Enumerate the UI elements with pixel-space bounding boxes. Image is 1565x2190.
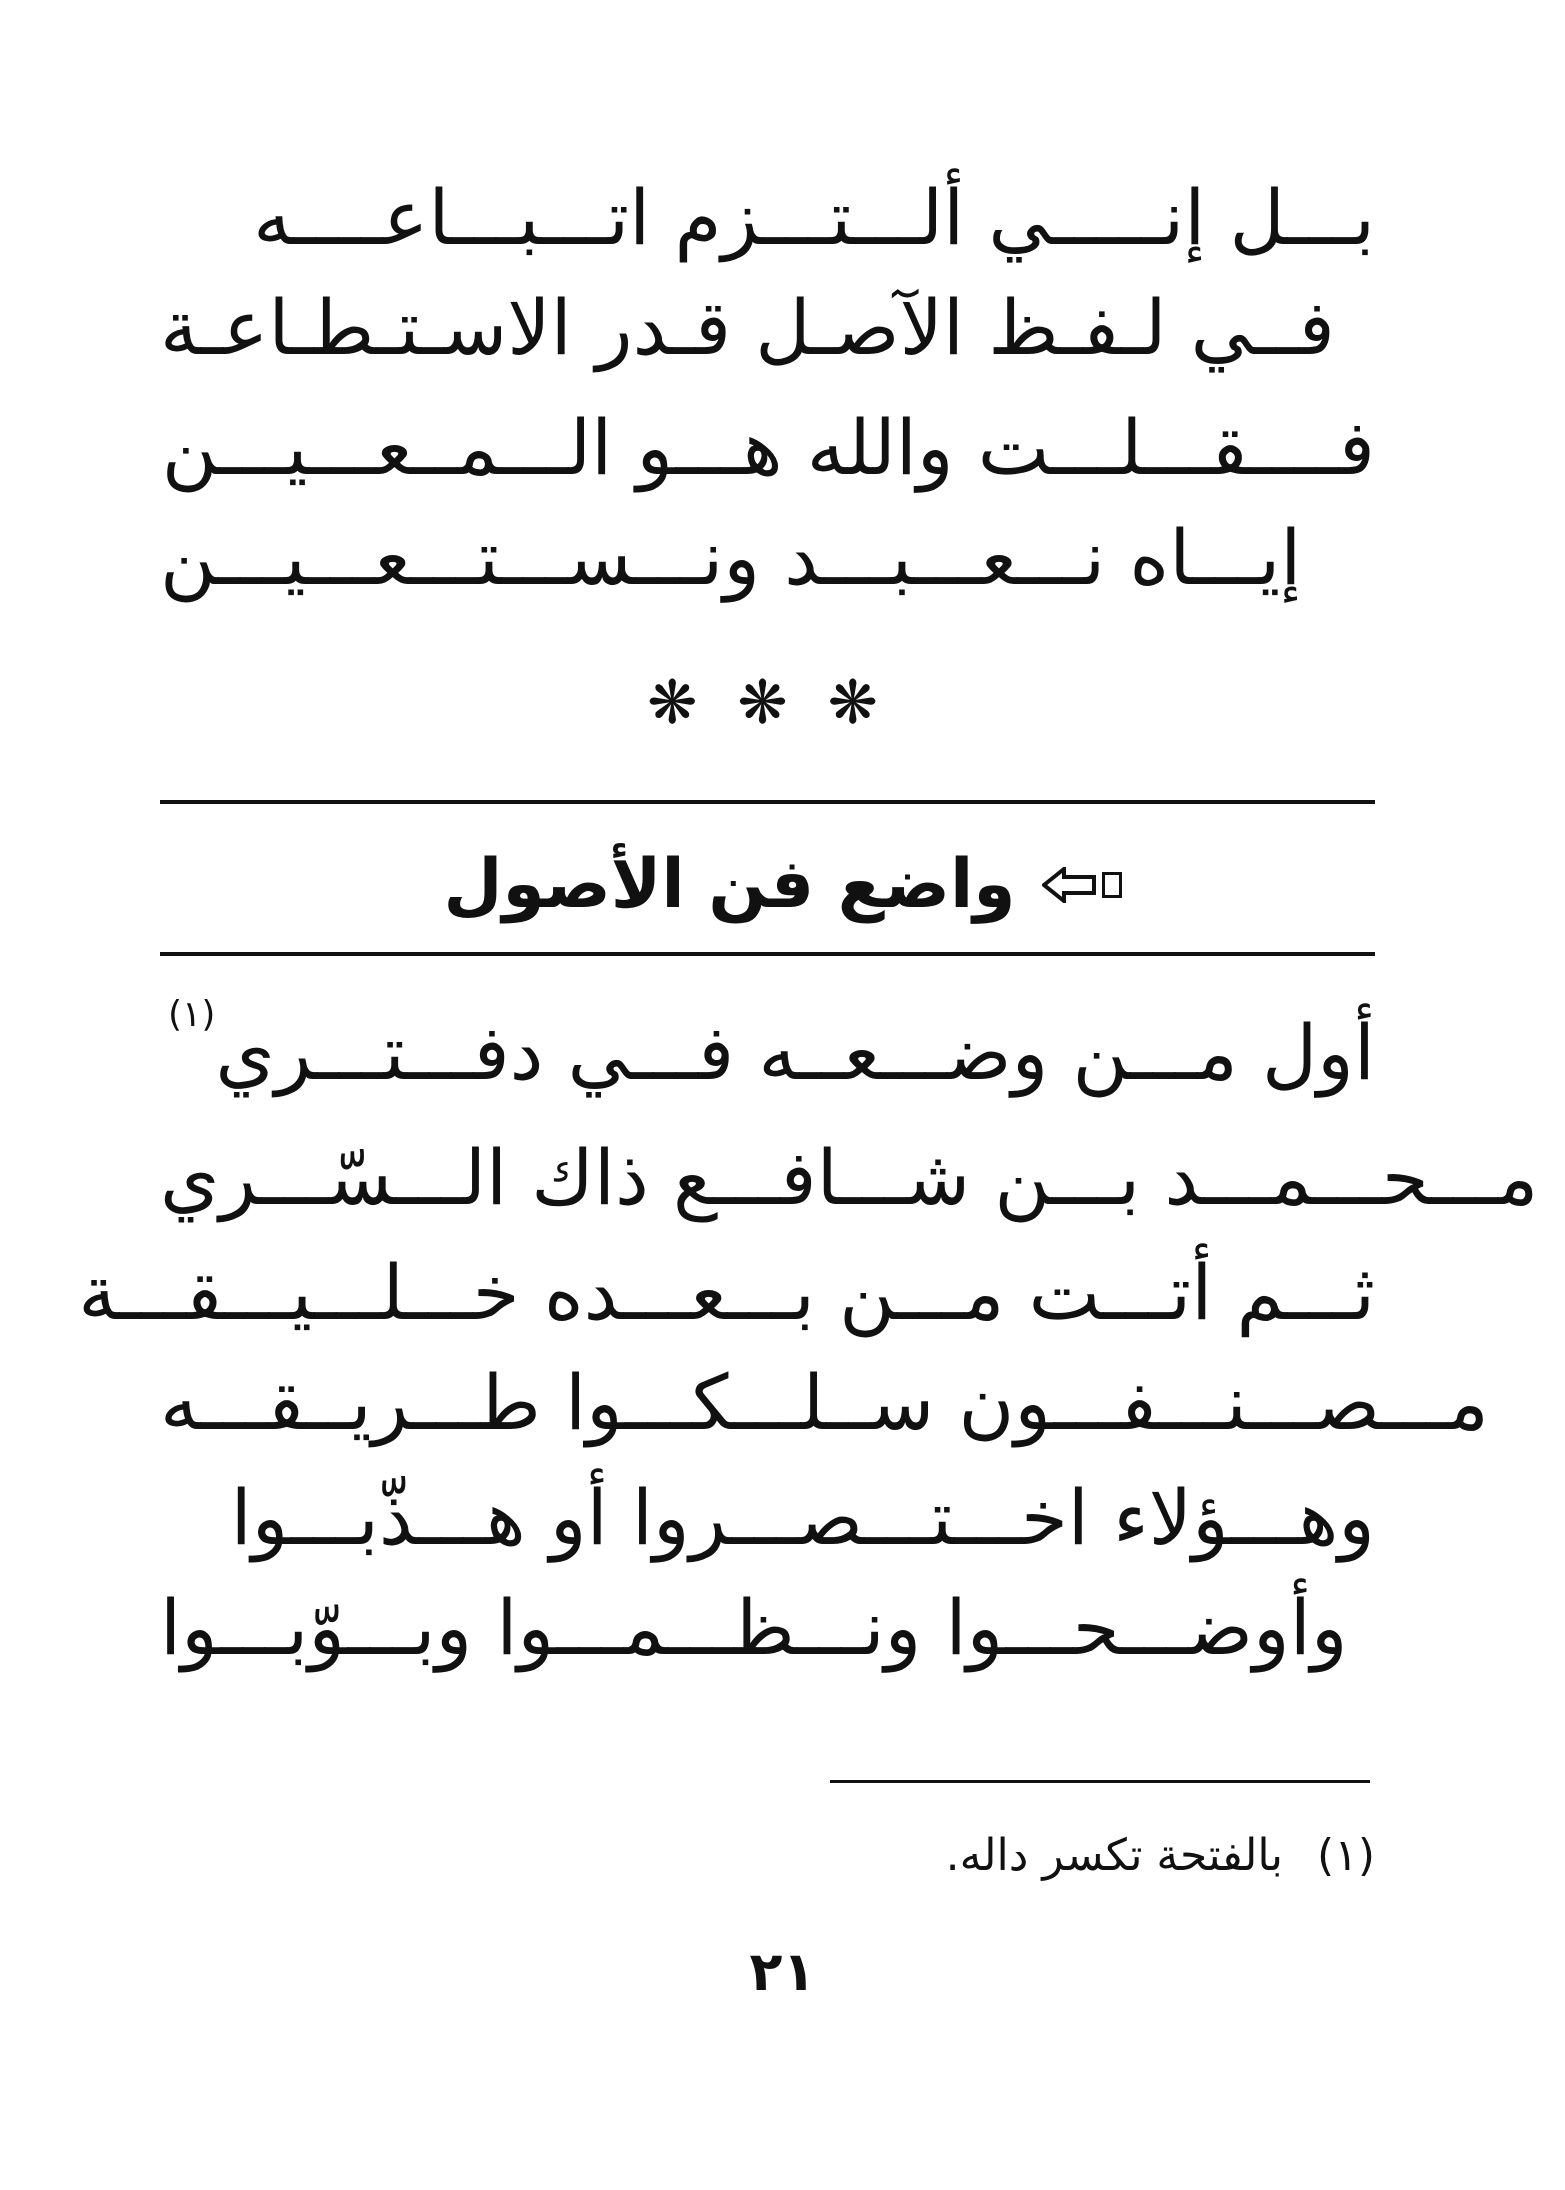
section-heading-text: واضع فن الأصول [443, 845, 1016, 924]
verse-line-8: مـــصـــنـــفـــون ســلـــكـــوا طـــريــقـــه [160, 1358, 1489, 1447]
verse-line-5-text: أول مـــن وضـــعــه فـــي دفـــتـــري [215, 1008, 1375, 1097]
verse-line-3: فــــقـــلـــت والله هـــو الـــمــعـــيـــن [161, 403, 1375, 492]
footnote-number: (١) [1317, 1830, 1375, 1881]
section-heading [0, 845, 1565, 924]
verse-line-4: إيـــاه نـــعـــبـــد ونـــســـتـــعـــيـــن [160, 513, 1302, 602]
footnote-text: بالفتحة تكسر داله. [945, 1830, 1284, 1881]
heading-rule-bottom [160, 952, 1375, 956]
verse-line-1: بـــل إنـــــي ألـــتـــزم اتـــبـــاعــــه [253, 173, 1375, 262]
page-number: ٢١ [749, 1940, 816, 2003]
footnote-reference: (١) [167, 994, 216, 1035]
verse-line-7: ثـــم أتـــت مـــن بـــعـــده خـــلـــيـــقـــة [78, 1248, 1375, 1337]
verse-line-6: مـــحـــمـــد بـــن شـــافـــع ذاك الـــسّـــري [160, 1133, 1539, 1222]
verse-line-9: وهـــؤلاء اخـــتـــصـــروا أو هـــذّبـــوا [230, 1473, 1375, 1562]
footnote [946, 1830, 1375, 1881]
ornament-divider: ❋❋❋ [647, 668, 918, 738]
footnote-rule [830, 1780, 1370, 1783]
verse-line-2: فــي لـفـظ الآصـل قـدر الاسـتـطـاعـة [160, 283, 1335, 372]
arrow-icon [1042, 867, 1122, 903]
heading-rule-top [160, 800, 1375, 804]
verse-line-5 [167, 994, 1375, 1097]
verse-line-10: وأوضـــحـــوا ونـــظـــمـــوا وبـــوّبـــوا [160, 1583, 1348, 1672]
